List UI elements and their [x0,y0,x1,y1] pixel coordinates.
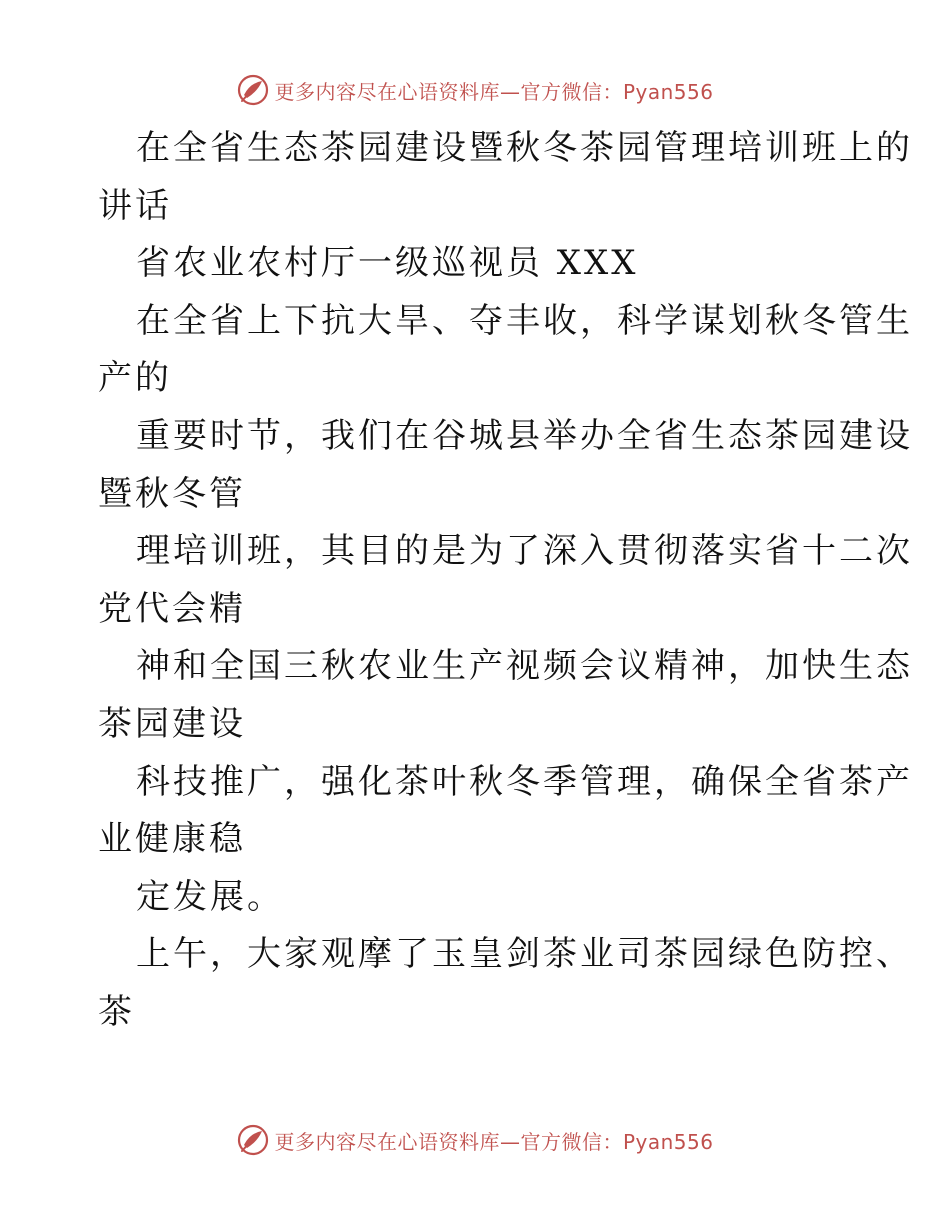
text-line: 定发展。 [136,876,284,917]
header-watermark-banner [0,70,950,110]
header-watermark-text: 更多内容尽在心语资料库—官方微信：Pyan556 [274,79,714,104]
footer-watermark-text: 更多内容尽在心语资料库—官方微信：Pyan556 [274,1129,714,1154]
text-line: 在全省上下抗大旱、夺丰收，科学谋划秋冬管生 [136,300,913,341]
text-line: 在全省生态茶园建设暨秋冬茶园管理培训班上的 [136,128,913,168]
footer-watermark-banner [0,1120,950,1160]
text-line: 茶 [98,991,135,1032]
document-body [98,120,913,1042]
text-line: 省农业农村厅一级巡视员 XXX [136,243,639,284]
text-line: 理培训班，其目的是为了深入贯彻落实省十二次 [136,531,913,572]
text-line: 上午，大家观摩了玉皇剑茶业司茶园绿色防控、 [136,934,913,975]
pen-logo-icon [236,73,270,107]
text-line: 重要时节，我们在谷城县举办全省生态茶园建设 [136,415,913,456]
text-line: 讲话 [98,185,172,226]
pen-logo-icon [236,1123,270,1157]
text-line: 业健康稳 [98,819,246,860]
text-line: 茶园建设 [98,703,246,744]
text-line: 产的 [98,358,172,399]
text-line: 党代会精 [98,588,246,629]
text-line: 暨秋冬管 [98,473,246,514]
text-line: 科技推广，强化茶叶秋冬季管理，确保全省茶产 [136,761,913,802]
text-line: 神和全国三秋农业生产视频会议精神，加快生态 [136,646,913,687]
